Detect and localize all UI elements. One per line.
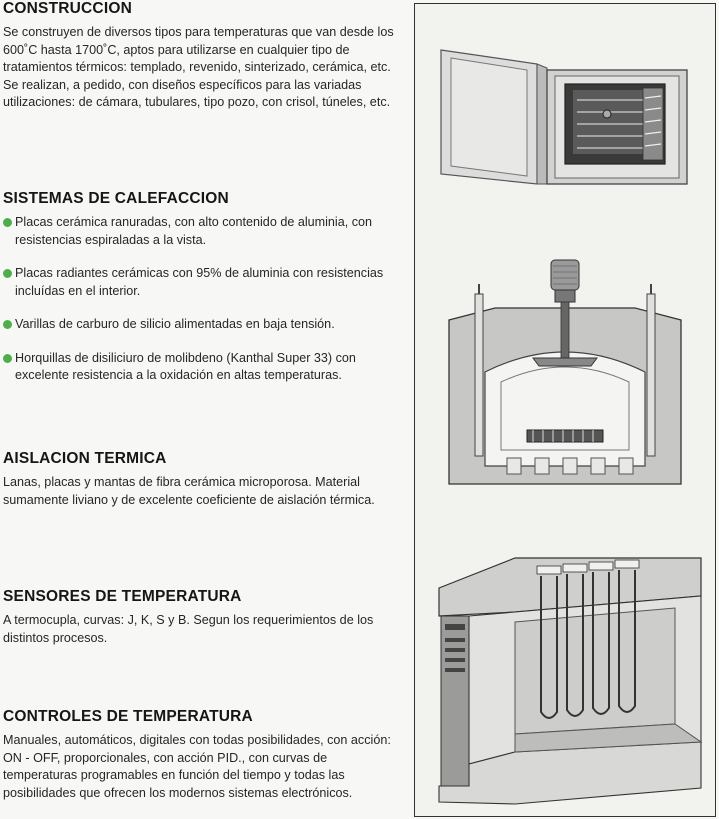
calefaccion-list [3,214,403,385]
chamber-furnace-illustration [415,42,715,192]
box-furnace-illustration [415,552,715,812]
heading-aislacion: AISLACION TERMICA [3,450,167,467]
section-controles [3,708,403,802]
section-aislacion [3,450,403,509]
list-item: Placas radiantes cerámicas con 95% de aluminia con resistencias incluídas en el interior. [3,265,403,300]
illustrations-panel [414,3,716,817]
section-sensores [3,588,403,647]
heading-sensores: SENSORES DE TEMPERATURA [3,588,242,605]
bullet-icon [3,320,12,329]
bullet-icon [3,354,12,363]
list-item: Horquillas de disiliciuro de molibdeno (Kanthal Super 33) con excelente resistencia a la oxidación en altas temperaturas. [3,350,403,385]
text-controles: Manuales, automáticos, digitales con todas posibilidades, con acción: ON - OFF, proporcionales, con acción PID., con curvas de temperaturas programables en función del tiempo y todas las posibilidades que ofrecen los modernos sistemas electrónicos. [3,733,391,800]
heading-calefaccion: SISTEMAS DE CALEFACCION [3,190,229,207]
bullet-icon [3,269,12,278]
list-item: Placas cerámica ranuradas, con alto contenido de aluminia, con resistencias espiraladas a la vista. [3,214,403,249]
pit-furnace-illustration [415,254,715,514]
heading-construccion: CONSTRUCCION [3,0,132,17]
list-item: Varillas de carburo de silicio alimentadas en baja tensión. [3,316,403,334]
section-construccion [3,0,403,112]
text-construccion: Se construyen de diversos tipos para temperaturas que van desde los 600˚C hasta 1700˚C, aptos para utilizarse en cualquier tipo de tratamientos térmicos: templado, revenido, sinterizado, cerámica, etc. Se realizan, a pedido, con diseños específicos para las variadas utilizaciones: de cámara, tubulares, tipo pozo, con crisol, túneles, etc. [3,25,394,109]
heading-controles: CONTROLES DE TEMPERATURA [3,708,253,725]
text-sensores: A termocupla, curvas: J, K, S y B. Segun los requerimientos de los distintos procesos. [3,613,374,645]
bullet-icon [3,218,12,227]
text-aislacion: Lanas, placas y mantas de fibra cerámica microporosa. Material sumamente liviano y de excelente coeficiente de aislación térmica. [3,475,375,507]
section-calefaccion [3,190,403,401]
